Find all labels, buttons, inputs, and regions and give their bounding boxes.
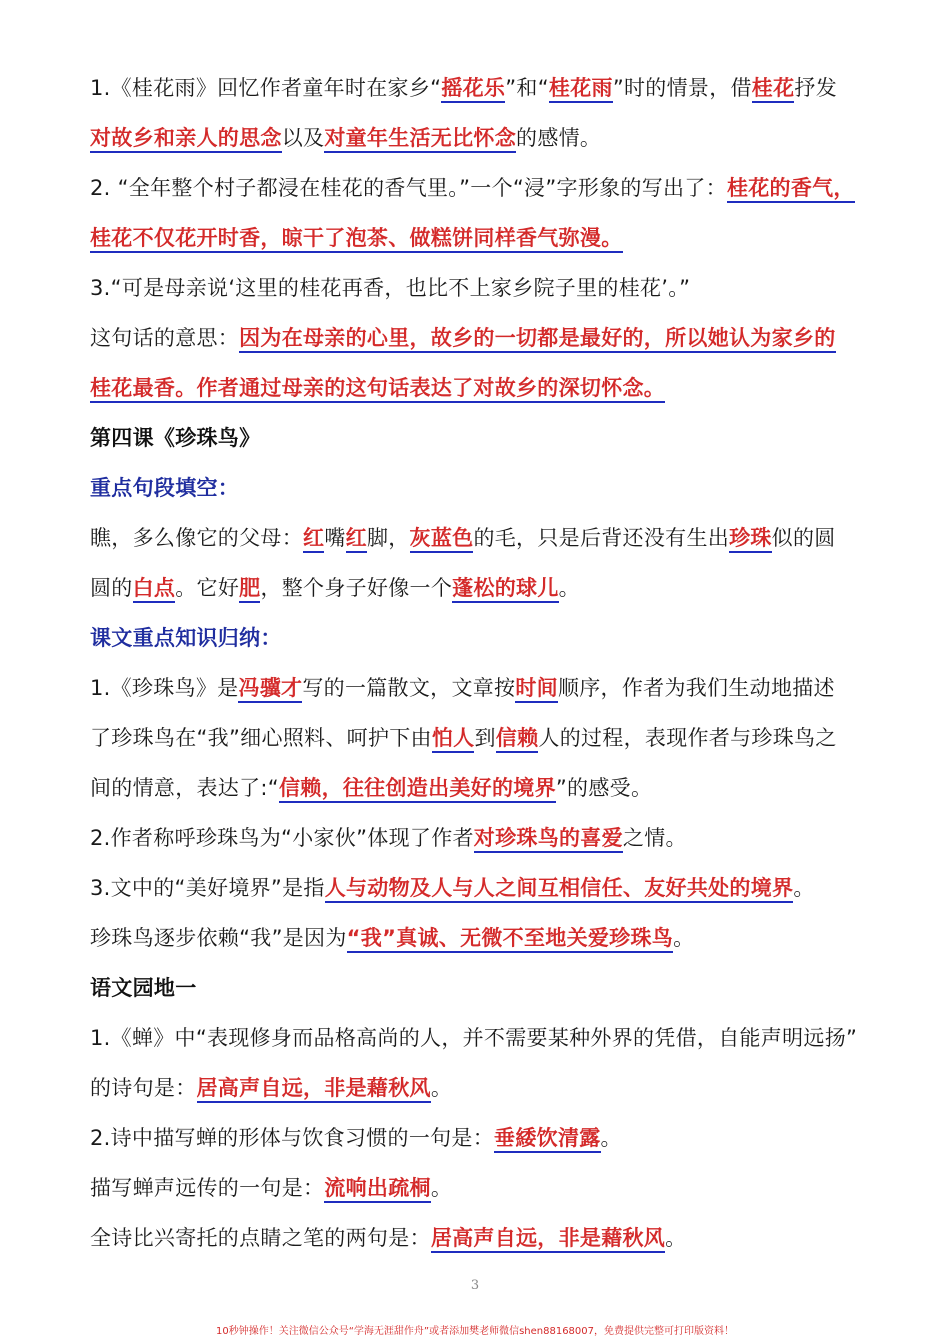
body-text: ”时的情景，借 [612,76,752,100]
text-line [90,922,870,954]
body-text: 的诗句是： [90,1076,197,1100]
text-line [90,722,870,754]
body-text: 3.“可是母亲说‘这里的桂花再香，也比不上家乡院子里的桂花’。” [90,276,691,300]
answer-text: 信赖 [496,726,539,753]
subsection-heading: 重点句段填空： [90,476,240,500]
text-line [90,1072,870,1104]
body-text: 。 [793,876,815,900]
answer-text: 桂花 [752,76,795,103]
text-line [90,972,870,1004]
answer-text: 蓬松的球儿 [452,576,559,603]
body-text: 2.作者称呼珍珠鸟为“小家伙”体现了作者 [90,826,474,850]
footer-note: 10秒钟操作！关注微信公众号“学海无涯甜作舟”或者添加樊老师微信shen88168007，免费提供完整可打印版资料！ [215,1326,735,1337]
answer-text: 红 [303,526,324,553]
answer-text: 垂緌饮清露 [494,1126,601,1153]
text-line [90,1122,870,1154]
body-text: 。 [558,576,580,600]
answer-text: 桂花的香气， [727,176,855,203]
answer-text: 桂花不仅花开时香，晾干了泡茶、做糕饼同样香气弥漫。 [90,226,623,253]
answer-text: 桂花雨 [549,76,613,103]
text-line [90,72,870,104]
page-number: 3 [470,1278,480,1293]
body-text: 。它好 [175,576,240,600]
answer-text: 居高声自远，非是藉秋风 [431,1226,665,1253]
body-text: 间的情意，表达了:“ [90,776,279,800]
subsection-heading: 课文重点知识归纳： [90,626,282,650]
answer-text: 对珍珠鸟的喜爱 [474,826,623,853]
body-text: 2.诗中描写蝉的形体与饮食习惯的一句是： [90,1126,495,1150]
body-text: 1.《蝉》中“表现修身而品格高尚的人，并不需要某种外界的凭借，自能声明远扬” [90,1026,858,1050]
answer-text: 红 [346,526,367,553]
text-line [90,272,870,304]
answer-text: 对童年生活无比怀念 [324,126,516,153]
answer-text: 珍珠 [729,526,772,553]
body-text: 1.《桂花雨》回忆作者童年时在家乡“ [90,76,442,100]
answer-text: 因为在母亲的心里，故乡的一切都是最好的，所以她认为家乡的 [239,326,835,353]
body-text: 全诗比兴寄托的点睛之笔的两句是： [90,1226,431,1250]
text-line [90,672,870,704]
section-heading: 语文园地一 [90,976,197,1000]
answer-text: 流响出疏桐 [324,1176,431,1203]
answer-text: 摇花乐 [441,76,505,103]
body-text: 。 [665,1226,687,1250]
text-line [90,872,870,904]
answer-text: 居高声自远，非是藉秋风 [197,1076,431,1103]
text-line [90,322,870,354]
body-text: 似的圆 [771,526,836,550]
text-line [90,172,870,204]
text-line [90,572,870,604]
text-line [90,472,870,504]
body-text: 2. “全年整个村子都浸在桂花的香气里。”一个“浸”字形象的写出了： [90,176,727,200]
body-text: 这句话的意思： [90,326,240,350]
body-text: ，整个身子好像一个 [260,576,453,600]
answer-text: 时间 [515,676,558,703]
body-text: 圆的 [90,576,133,600]
text-line [90,622,870,654]
body-text: 人的过程，表现作者与珍珠鸟之 [538,726,837,750]
body-text: 的感情。 [516,126,602,150]
answer-text: 桂花最香。作者通过母亲的这句话表达了对故乡的深切怀念。 [90,376,665,403]
answer-text: 肥 [239,576,260,603]
body-text: 以及 [281,126,325,150]
answer-text: 信赖，往往创造出美好的境界 [279,776,556,803]
text-line [90,222,870,254]
answer-text: 冯骥才 [238,676,302,703]
text-line [90,772,870,804]
body-text: 脚， [366,526,410,550]
body-text: 了珍珠鸟在“我”细心照料、呵护下由 [90,726,432,750]
body-text: 。 [430,1176,453,1200]
section-heading: 第四课《珍珠鸟》 [90,426,261,450]
text-line [90,1022,870,1054]
answer-text: 白点 [133,576,176,603]
body-text: 。 [430,1076,453,1100]
text-line [90,822,870,854]
body-text: 嘴 [324,526,346,550]
body-text: 描写蝉声远传的一句是： [90,1176,325,1200]
body-text: 瞧，多么像它的父母： [90,526,303,550]
body-text: 1.《珍珠鸟》是 [90,676,239,700]
text-line [90,122,870,154]
body-text: ”的感受。 [555,776,653,800]
body-text: 。 [600,1126,622,1150]
body-text: 顺序，作者为我们生动地描述 [557,676,835,700]
text-line [90,1172,870,1204]
body-text: 写的一篇散文，文章按 [302,676,516,700]
body-text: 3.文中的“美好境界”是指 [90,876,325,900]
body-text: 抒发 [794,76,838,100]
answer-text: 怕人 [432,726,475,753]
body-text: 之情。 [622,826,687,850]
body-text: 珍珠鸟逐步依赖“我”是因为 [90,926,347,950]
body-text: 。 [673,926,695,950]
text-line [90,522,870,554]
text-line [90,422,870,454]
answer-text: 灰蓝色 [410,526,474,553]
text-line [90,372,870,404]
body-text: ”和“ [505,76,549,100]
body-text: 的毛，只是后背还没有生出 [473,526,730,550]
answer-text: 对故乡和亲人的思念 [90,126,282,153]
answer-text: “我”真诚、无微不至地关爱珍珠鸟 [347,926,673,953]
text-line [90,1222,870,1254]
answer-text: 人与动物及人与人之间互相信任、友好共处的境界 [325,876,794,903]
body-text: 到 [474,726,496,750]
